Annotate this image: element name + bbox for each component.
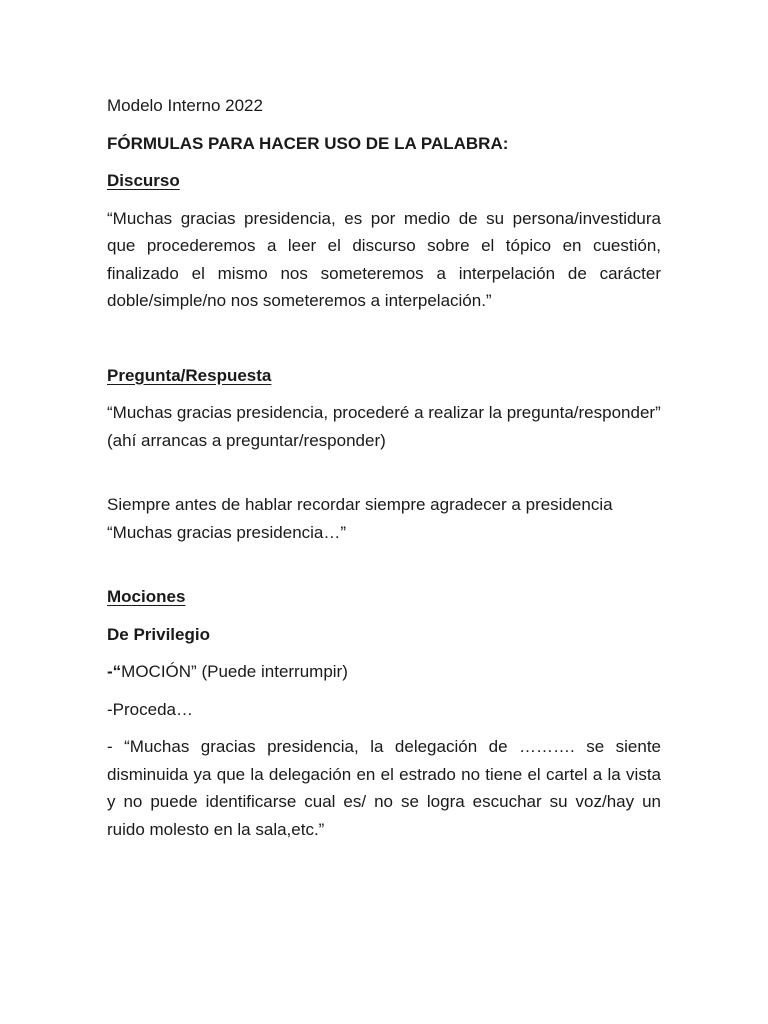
privilegio-text: - “Muchas gracias presidencia, la delegación de ………. se siente disminuida ya que la delegación en el estrado no tiene el cartel a la vista y no puede identificarse cual es/ no se logra escuchar su voz/hay un ruido molesto en la sala,etc.” [107, 737, 661, 839]
proceed-line: -Proceda… [107, 699, 193, 719]
reminder-line-1: Siempre antes de hablar recordar siempre agradecer a presidencia [107, 495, 613, 514]
mociones-heading: Mociones [107, 587, 186, 606]
document-page [107, 92, 661, 843]
pregunta-text: “Muchas gracias presidencia, procederé a realizar la pregunta/responder” [107, 403, 661, 422]
privilegio-heading: De Privilegio [107, 624, 210, 644]
motion-word: MOCIÓN” [121, 662, 197, 681]
motion-note: (Puede interrumpir) [196, 662, 348, 681]
motion-line [107, 658, 661, 686]
model-title: Modelo Interno 2022 [107, 96, 263, 115]
main-heading: FÓRMULAS PARA HACER USO DE LA PALABRA: [107, 133, 509, 153]
reminder-line-2: “Muchas gracias presidencia…” [107, 522, 347, 542]
discurso-text: “Muchas gracias presidencia, es por medio de su persona/investidura que procederemos a leer el discurso sobre el tópico en cuestión, finalizado el mismo nos someteremos a interpelación de carácter doble/simple/no nos someteremos a interpelación.” [107, 208, 661, 310]
pregunta-heading: Pregunta/Respuesta [107, 365, 272, 385]
pregunta-note: (ahí arrancas a preguntar/responder) [107, 430, 386, 450]
motion-prefix: -“ [107, 662, 122, 681]
discurso-heading: Discurso [107, 171, 180, 190]
